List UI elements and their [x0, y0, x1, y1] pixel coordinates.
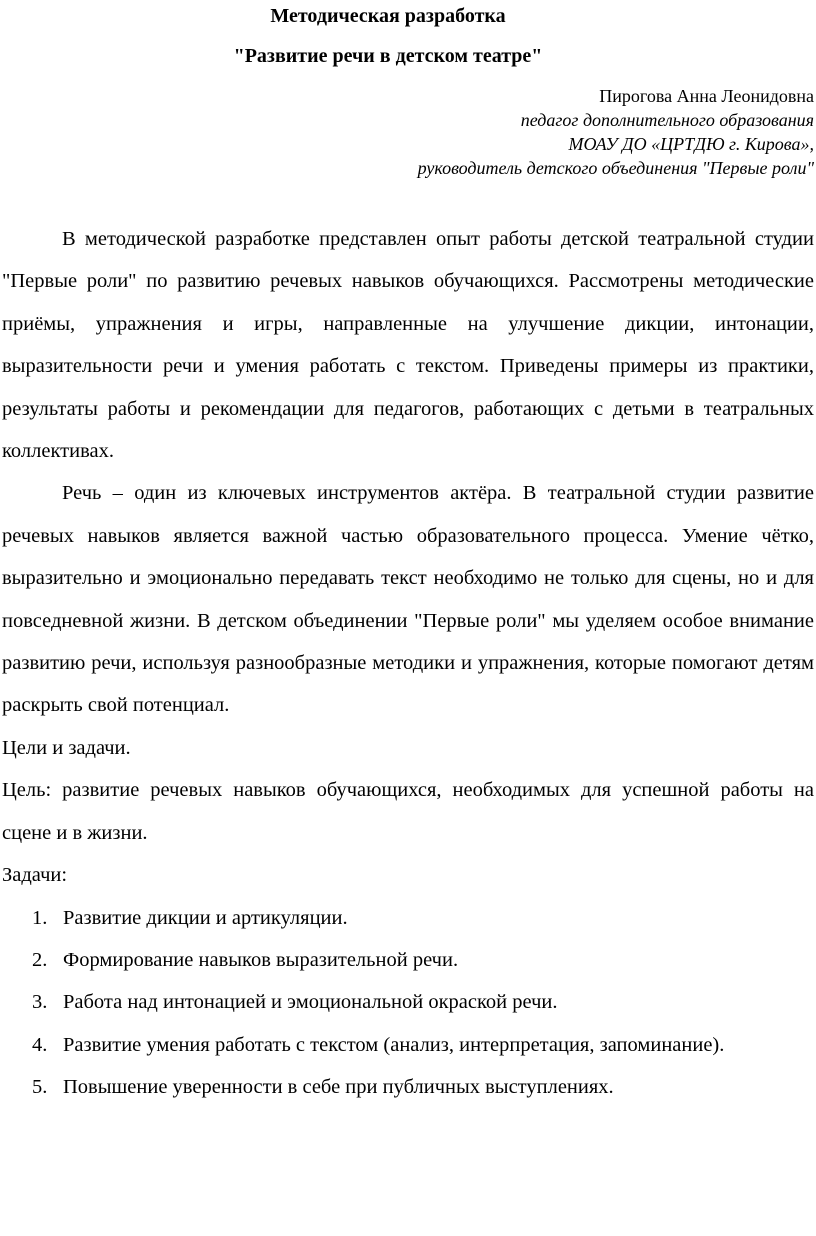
list-item-number: 1. — [32, 906, 48, 929]
author-role: руководитель детского объединения "Первые роли" — [417, 158, 814, 178]
speech-paragraph: Речь – один из ключевых инструментов актёра. В театральной студии развитие речевых навыков является важной частью образовательного процесса. Умение чётко, выразительно и эмоционально передавать текст необходимо не только для сцены, но и для повседневной жизни. В детском объединении "Первые роли" мы уделяем особое внимание развитию речи, используя разнообразные методики и упражнения, которые помогают детям раскрыть свой потенциал. — [2, 482, 814, 717]
goal-paragraph: Цель: развитие речевых навыков обучающихся, необходимых для успешной работы на сцене и в жизни. — [2, 779, 814, 844]
list-item — [2, 897, 814, 939]
list-item-text: Развитие дикции и артикуляции. — [63, 906, 348, 929]
list-item-text: Формирование навыков выразительной речи. — [63, 948, 459, 971]
tasks-list — [2, 897, 814, 1109]
document-title: Методическая разработка — [270, 5, 506, 27]
list-item-number: 3. — [32, 991, 48, 1014]
goals-heading: Цели и задачи. — [2, 736, 131, 759]
list-item — [2, 981, 814, 1023]
list-item-number: 5. — [32, 1076, 48, 1099]
author-position: педагог дополнительного образования — [520, 110, 814, 130]
list-item-text: Развитие умения работать с текстом (анализ, интерпретация, запоминание). — [63, 1033, 725, 1056]
list-item-text: Повышение уверенности в себе при публичных выступлениях. — [63, 1076, 614, 1099]
document-body — [2, 218, 814, 1109]
tasks-heading: Задачи: — [2, 864, 68, 887]
list-item-text: Работа над интонацией и эмоциональной окраской речи. — [63, 991, 558, 1014]
list-item — [2, 1066, 814, 1108]
author-name: Пирогова Анна Леонидовна — [599, 86, 814, 106]
author-organization: МОАУ ДО «ЦРТДЮ г. Кирова», — [568, 134, 814, 154]
list-item-number: 2. — [32, 948, 48, 971]
list-item-number: 4. — [32, 1033, 48, 1056]
intro-paragraph: В методической разработке представлен опыт работы детской театральной студии "Первые роли" по развитию речевых навыков обучающихся. Рассмотрены методические приёмы, упражнения и игры, направленные на улучшение дикции, интонации, выразительности речи и умения работать с текстом. Приведены примеры из практики, результаты работы и рекомендации для педагогов, работающих с детьми в театральных коллективах. — [2, 228, 814, 463]
list-item — [2, 939, 814, 981]
document-subtitle: "Развитие речи в детском театре" — [233, 45, 543, 67]
author-block — [418, 84, 814, 180]
list-item — [2, 1024, 814, 1066]
